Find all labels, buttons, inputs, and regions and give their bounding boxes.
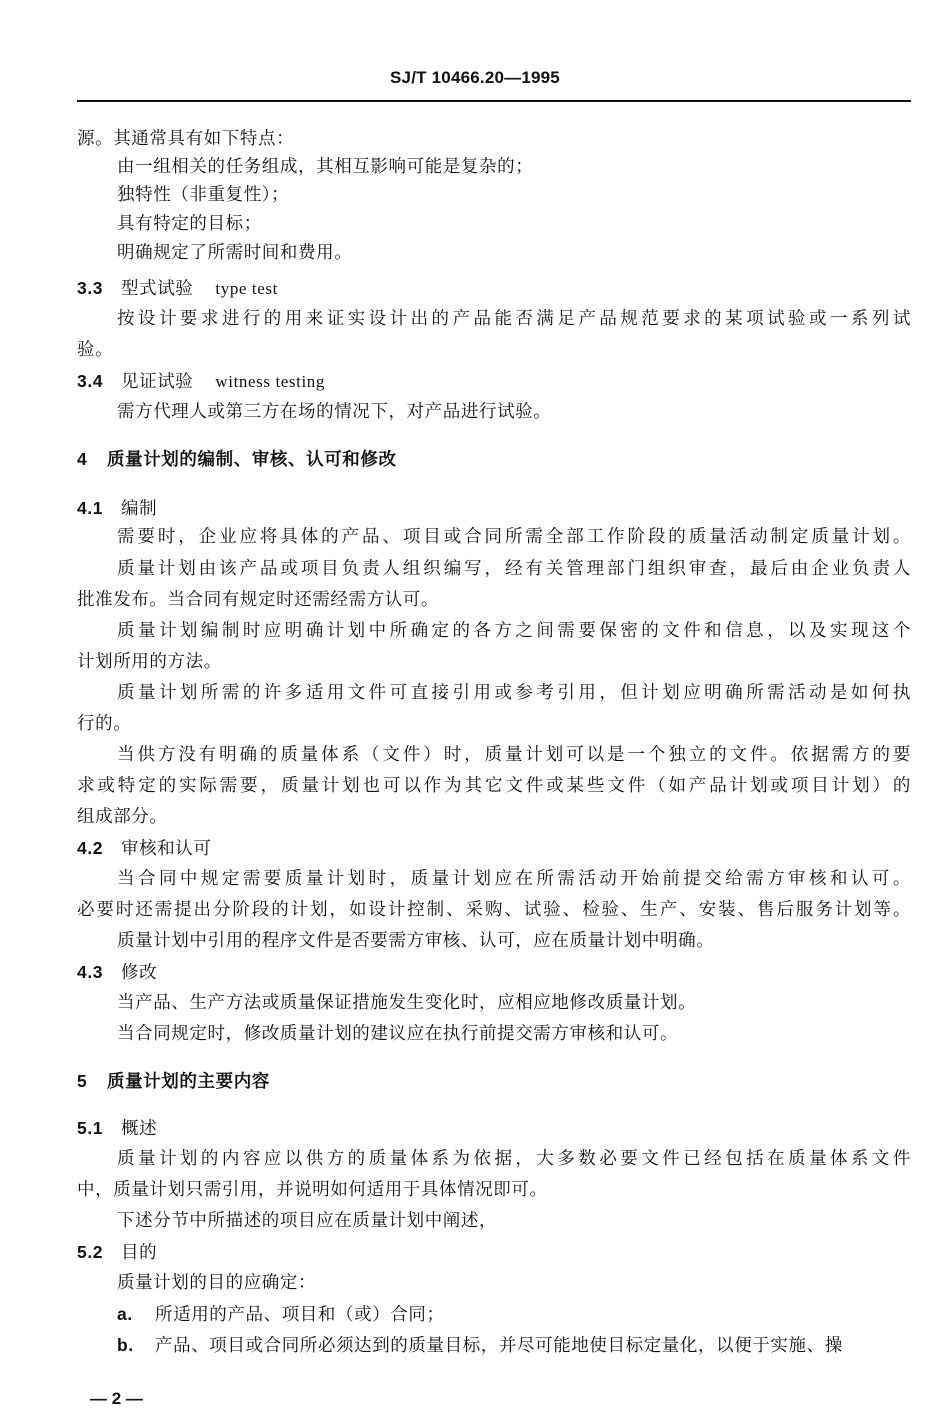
- paragraph-line: 下述分节中所描述的项目应在质量计划中阐述，: [117, 1211, 498, 1231]
- header-divider: [77, 100, 911, 102]
- paragraph-line: 质量计划由该产品或项目负责人组织编写，经有关管理部门组织审查，最后由企业负责人: [117, 559, 911, 579]
- list-line: 明确规定了所需时间和费用。: [117, 243, 353, 263]
- list-item-a: [117, 1303, 911, 1326]
- paragraph-line: 质量计划编制时应明确计划中所确定的各方之间需要保密的文件和信息，以及实现这个: [117, 621, 911, 641]
- paragraph-line: 质量计划中引用的程序文件是否要需方审核、认可，应在质量计划中明确。: [117, 931, 715, 951]
- section-number: 5.1: [77, 1118, 104, 1138]
- section-title: 编制: [121, 499, 158, 519]
- list-item-text: 所适用的产品、项目和（或）合同；: [155, 1305, 445, 1325]
- chapter-number: 4: [77, 449, 88, 469]
- section-heading-4-1: [77, 497, 911, 520]
- paragraph-line: 必要时还需提出分阶段的计划，如设计控制、采购、试验、检验、生产、安装、售后服务计划等。: [77, 900, 911, 920]
- section-heading-3-4: [77, 370, 911, 393]
- paragraph-line: 批准发布。当合同有规定时还需经需方认可。: [77, 590, 439, 610]
- page-number: — 2 —: [90, 1389, 143, 1408]
- paragraph-line: 源。其通常具有如下特点：: [77, 129, 295, 149]
- list-line: 独特性（非重复性）；: [117, 185, 290, 205]
- list-marker: a.: [117, 1304, 133, 1324]
- chapter-number: 5: [77, 1071, 88, 1091]
- section-heading-4-3: [77, 961, 911, 984]
- paragraph-line: 求或特定的实际需要，质量计划也可以作为其它文件或某些文件（如产品计划或项目计划）的: [77, 776, 911, 796]
- section-number: 4.3: [77, 962, 104, 982]
- list-marker: b.: [117, 1335, 134, 1355]
- paragraph-line: 质量计划所需的许多适用文件可直接引用或参考引用，但计划应明确所需活动是如何执: [117, 683, 911, 703]
- section-number: 3.4: [77, 371, 104, 391]
- section-title: 概述: [121, 1119, 158, 1139]
- section-heading-5-1: [77, 1117, 911, 1140]
- english-term: witness testing: [215, 372, 325, 391]
- paragraph-line: 当合同规定时，修改质量计划的建议应在执行前提交需方审核和认可。: [117, 1024, 679, 1044]
- paragraph-line: 行的。: [77, 714, 132, 734]
- list-line: 由一组相关的任务组成，其相互影响可能是复杂的；: [117, 157, 534, 177]
- list-item-text: 产品、项目或合同所必须达到的质量目标，并尽可能地使目标定量化，以便于实施、操: [155, 1336, 843, 1356]
- list-item-b: [117, 1334, 911, 1357]
- paragraph-line: 验。: [77, 340, 114, 360]
- section-number: 4.2: [77, 838, 104, 858]
- chapter-title: 质量计划的编制、审核、认可和修改: [107, 450, 397, 470]
- section-title: 见证试验: [121, 372, 194, 392]
- paragraph-line: 当产品、生产方法或质量保证措施发生变化时，应相应地修改质量计划。: [117, 993, 697, 1013]
- chapter-heading-5: [77, 1070, 911, 1093]
- section-heading-3-3: [77, 277, 911, 300]
- section-number: 4.1: [77, 498, 104, 518]
- section-heading-4-2: [77, 837, 911, 860]
- paragraph-line: 需要时，企业应将具体的产品、项目或合同所需全部工作阶段的质量活动制定质量计划。: [117, 527, 911, 547]
- paragraph-line: 计划所用的方法。: [77, 652, 222, 672]
- paragraph-line: 质量计划的目的应确定：: [117, 1273, 317, 1293]
- english-term: type test: [215, 279, 278, 298]
- list-line: 具有特定的目标；: [117, 214, 262, 234]
- section-number: 5.2: [77, 1242, 104, 1262]
- section-title: 型式试验: [121, 279, 194, 299]
- section-title: 审核和认可: [121, 839, 212, 859]
- paragraph-line: 需方代理人或第三方在场的情况下，对产品进行试验。: [117, 402, 552, 422]
- section-title: 目的: [121, 1243, 158, 1263]
- paragraph-line: 当供方没有明确的质量体系（文件）时，质量计划可以是一个独立的文件。依据需方的要: [117, 745, 911, 765]
- section-number: 3.3: [77, 278, 104, 298]
- standard-code-header: SJ/T 10466.20—1995: [390, 68, 560, 87]
- paragraph-line: 中，质量计划只需引用，并说明如何适用于具体情况即可。: [77, 1180, 548, 1200]
- section-title: 修改: [121, 963, 158, 983]
- paragraph-line: 当合同中规定需要质量计划时，质量计划应在所需活动开始前提交给需方审核和认可。: [117, 869, 911, 889]
- paragraph-line: 质量计划的内容应以供方的质量体系为依据，大多数必要文件已经包括在质量体系文件: [117, 1149, 911, 1169]
- section-heading-5-2: [77, 1241, 911, 1264]
- paragraph-line: 按设计要求进行的用来证实设计出的产品能否满足产品规范要求的某项试验或一系列试: [117, 309, 911, 329]
- chapter-heading-4: [77, 448, 911, 471]
- paragraph-line: 组成部分。: [77, 807, 168, 827]
- chapter-title: 质量计划的主要内容: [107, 1072, 270, 1092]
